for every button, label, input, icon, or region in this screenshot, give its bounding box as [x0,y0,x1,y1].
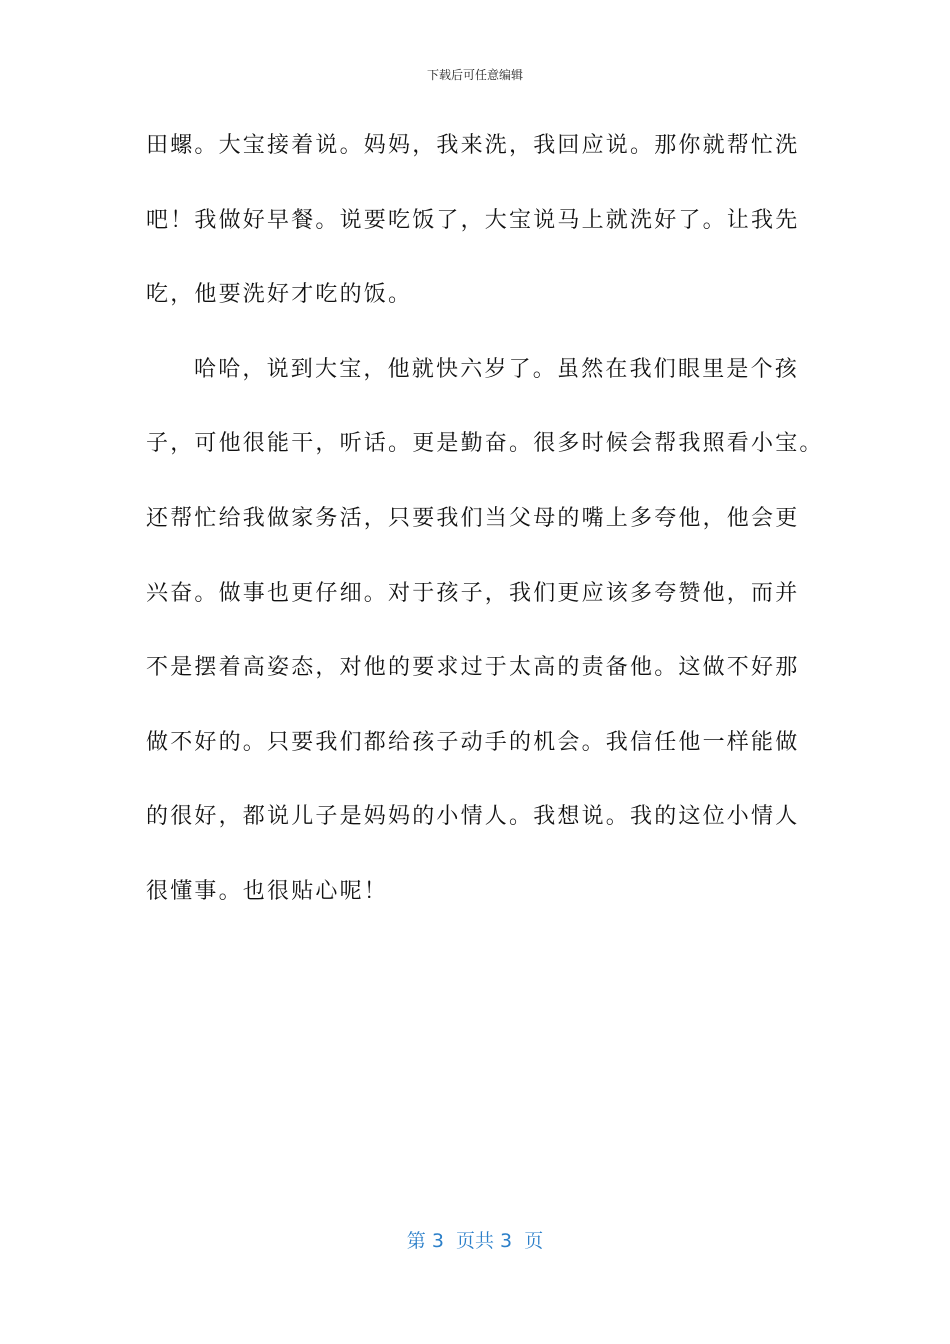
text-line: 兴奋。做事也更仔细。对于孩子，我们更应该多夸赞他，而并 [146,580,800,606]
text-line: 不是摆着高姿态，对他的要求过于太高的责备他。这做不好那 [146,655,800,681]
document-body [146,124,826,945]
text-line: 的很好，都说儿子是妈妈的小情人。我想说。我的这位小情人 [146,804,800,830]
text-line: 做不好的。只要我们都给孩子动手的机会。我信任他一样能做 [146,729,800,755]
page-header: 下载后可任意编辑 [426,68,523,82]
text-line: 子，可他很能干，听话。更是勤奋。很多时候会帮我照看小宝。 [146,431,824,457]
text-line: 田螺。大宝接着说。妈妈，我来洗，我回应说。那你就帮忙洗 [146,133,800,158]
paragraph-start-line: 哈哈，说到大宝，他就快六岁了。虽然在我们眼里是个孩 [194,356,800,382]
text-line: 很懂事。也很贴心呢！ [146,878,389,904]
text-line: 还帮忙给我做家务活，只要我们当父母的嘴上多夸他，他会更 [146,505,800,531]
page-number-footer: 第 3 页共 3 页 [406,1230,544,1252]
text-line: 吃，他要洗好才吃的饭。 [146,282,413,308]
text-line: 吧！我做好早餐。说要吃饭了，大宝说马上就洗好了。让我先 [146,207,800,233]
